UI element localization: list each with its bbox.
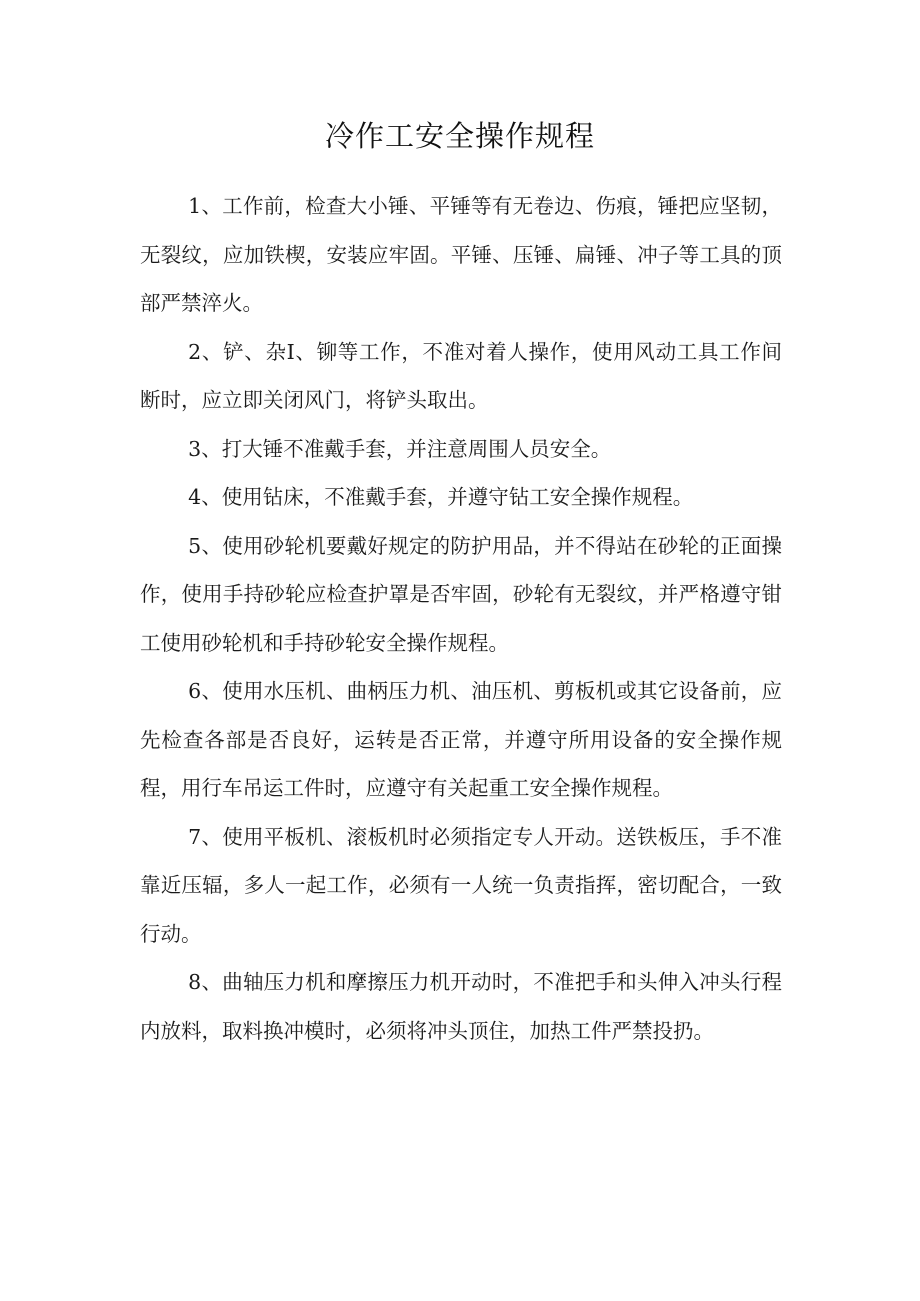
paragraph-1: 1、工作前，检查大小锤、平锤等有无卷边、伤痕，锤把应坚韧，无裂纹，应加铁楔，安装应牢固。平锤、压锤、扁锤、冲子等工具的顶部严禁淬火。	[140, 194, 782, 315]
paragraph-2: 2、铲、杂I、铆等工作，不准对着人操作，使用风动工具工作间断时，应立即关闭风门，将铲头取出。	[140, 339, 782, 412]
paragraph-8: 8、曲轴压力机和摩擦压力机开动时，不准把手和头伸入冲头行程内放料，取料换冲模时，必须将冲头顶住，加热工件严禁投扔。	[140, 970, 782, 1043]
paragraph-5: 5、使用砂轮机要戴好规定的防护用品，并不得站在砂轮的正面操作，使用手持砂轮应检查护罩是否牢固，砂轮有无裂纹，并严格遵守钳工使用砂轮机和手持砂轮安全操作规程。	[140, 533, 782, 655]
document-title: 冷作工安全操作规程	[324, 119, 595, 153]
paragraph-6: 6、使用水压机、曲柄压力机、油压机、剪板机或其它设备前，应先检查各部是否良好，运转是否正常，并遵守所用设备的安全操作规程，用行车吊运工件时，应遵守有关起重工安全操作规程。	[140, 679, 782, 800]
document-body	[140, 182, 782, 1055]
paragraph-4: 4、使用钻床，不准戴手套，并遵守钻工安全操作规程。	[188, 485, 694, 509]
paragraph-3: 3、打大锤不准戴手套，并注意周围人员安全。	[188, 436, 612, 461]
paragraph-7: 7、使用平板机、滚板机时必须指定专人开动。送铁板压，手不准靠近压辐，多人一起工作，必须有一人统一负责指挥，密切配合，一致行动。	[140, 824, 782, 946]
